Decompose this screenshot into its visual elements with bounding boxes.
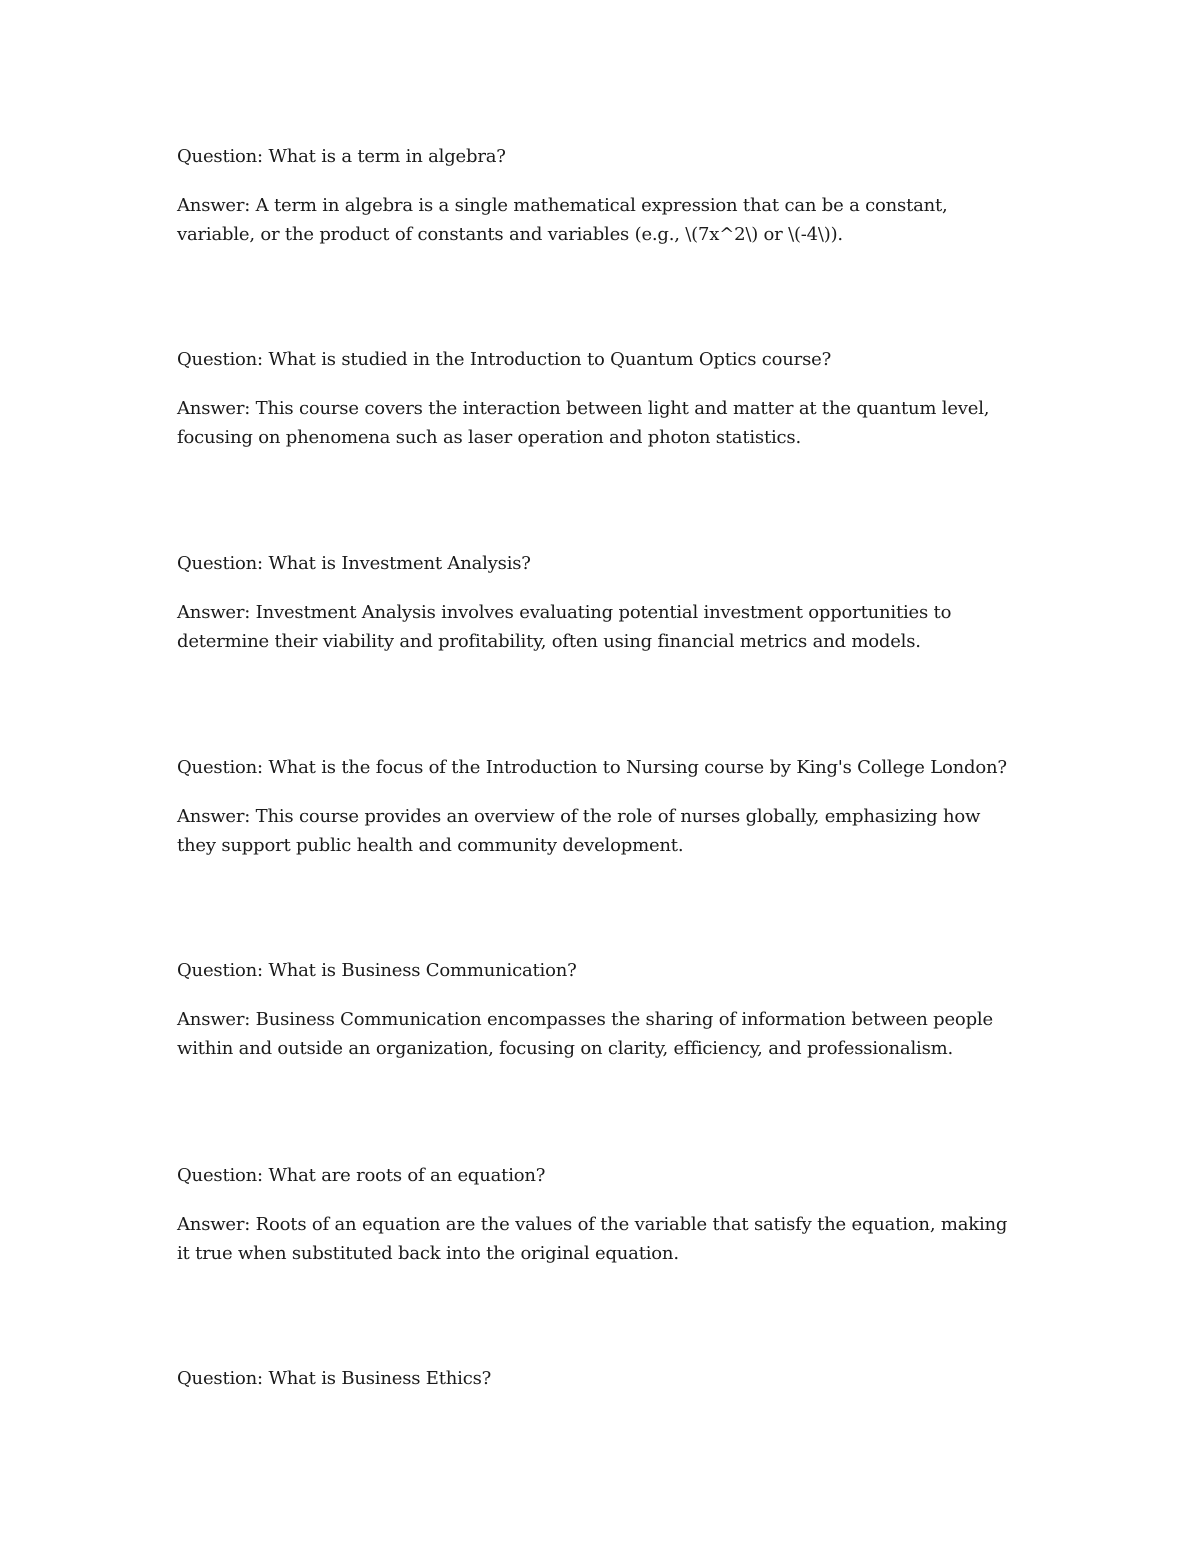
answer-block [177,598,1037,656]
answer-line: determine their viability and profitability, often using financial metrics and models. [177,631,921,652]
question-text: Question: What are roots of an equation? [177,1165,546,1186]
qa-item [177,1161,1037,1268]
answer-block [177,1005,1037,1063]
answer-block [177,802,1037,860]
qa-item [177,549,1037,656]
qa-item [177,1364,1037,1393]
question-text: Question: What is Business Communication? [177,960,577,981]
qa-item [177,345,1037,452]
answer-line: Answer: A term in algebra is a single mathematical expression that can be a constant, [177,195,948,216]
answer-line: Answer: Business Communication encompasses the sharing of information between people [177,1009,993,1030]
answer-block [177,1210,1037,1268]
question-text: Question: What is Business Ethics? [177,1368,492,1389]
answer-block [177,191,1037,249]
answer-line: Answer: Investment Analysis involves evaluating potential investment opportunities to [177,602,952,623]
question-text: Question: What is the focus of the Introduction to Nursing course by King's College London? [177,757,1007,778]
answer-line: Answer: This course covers the interaction between light and matter at the quantum level, [177,398,990,419]
answer-line: variable, or the product of constants and variables (e.g., \(7x^2\) or \(-4\)). [177,224,843,245]
answer-line: it true when substituted back into the original equation. [177,1243,679,1264]
answer-line: within and outside an organization, focusing on clarity, efficiency, and professionalism. [177,1038,953,1059]
question-text: Question: What is Investment Analysis? [177,553,531,574]
answer-line: Answer: This course provides an overview of the role of nurses globally, emphasizing how [177,806,981,827]
qa-item [177,753,1037,860]
qa-item [177,956,1037,1063]
answer-line: focusing on phenomena such as laser operation and photon statistics. [177,427,801,448]
answer-line: Answer: Roots of an equation are the values of the variable that satisfy the equation, making [177,1214,1008,1235]
qa-item [177,142,1037,249]
answer-block [177,394,1037,452]
question-text: Question: What is studied in the Introduction to Quantum Optics course? [177,349,832,370]
answer-line: they support public health and community development. [177,835,684,856]
question-text: Question: What is a term in algebra? [177,146,506,167]
